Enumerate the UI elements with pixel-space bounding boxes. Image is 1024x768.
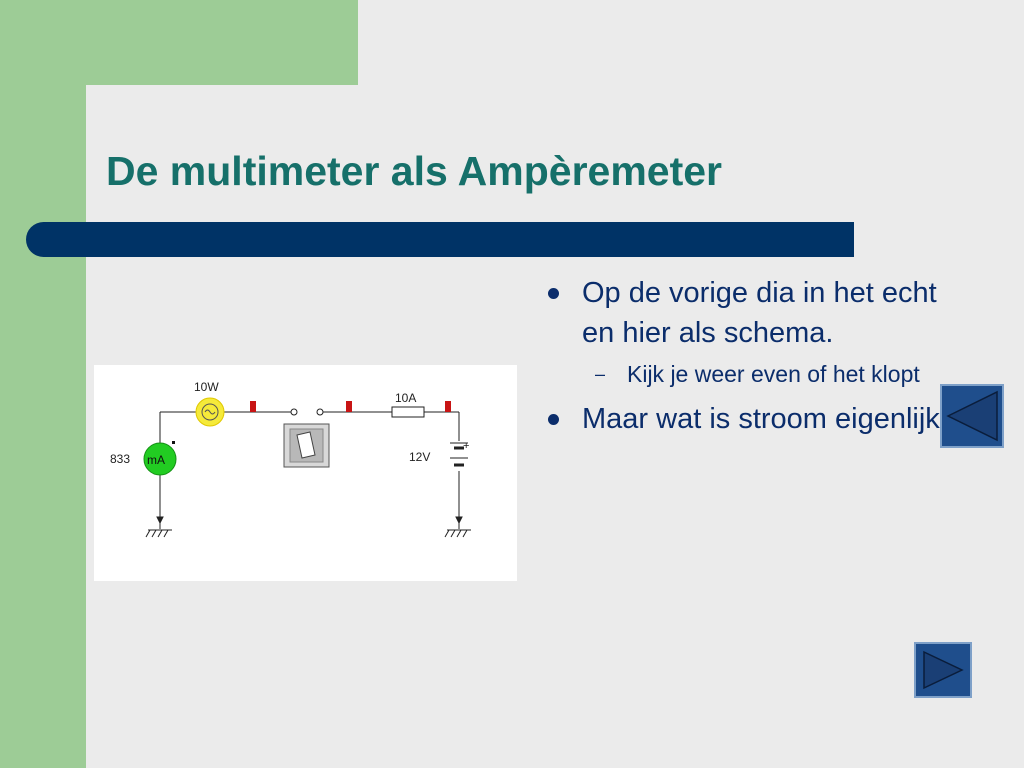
bullet-item <box>545 399 945 439</box>
decor-rounded-corner <box>86 85 126 125</box>
ground-icon <box>445 517 471 537</box>
lamp-symbol <box>196 398 224 426</box>
bullet-list <box>545 273 945 439</box>
circuit-diagram <box>94 365 517 581</box>
ammeter-reading: 833 <box>110 452 131 466</box>
terminal-marker <box>346 401 352 412</box>
switch-contacts <box>291 409 323 415</box>
previous-slide-button[interactable] <box>940 384 1004 448</box>
bullet-text: Op de vorige dia in het echt en hier als schema. <box>582 277 937 349</box>
bullet-item <box>545 273 945 353</box>
decor-green-strip <box>0 0 86 768</box>
sub-bullet-text: Kijk je weer even of het klopt <box>627 361 920 387</box>
dash-icon: – <box>595 364 606 384</box>
fuse-label: 10A <box>395 391 417 405</box>
bullet-dot-icon <box>548 288 559 299</box>
battery-label: 12V <box>409 450 431 464</box>
sub-bullet-item <box>545 357 945 391</box>
ammeter-unit: mA <box>147 453 165 467</box>
terminal-marker <box>250 401 256 412</box>
title-underline-bar <box>26 222 854 257</box>
bullet-text: Maar wat is stroom eigenlijk <box>582 403 940 435</box>
bullet-dot-icon <box>548 414 559 425</box>
slide-title: De multimeter als Ampèremeter <box>106 148 723 194</box>
terminal-marker <box>445 401 451 412</box>
battery-plus: + <box>463 440 470 452</box>
next-slide-button[interactable] <box>914 642 972 698</box>
fuse-symbol <box>392 407 424 417</box>
ground-icon <box>146 517 172 537</box>
triangle-left-icon <box>942 386 1002 446</box>
lamp-label: 10W <box>194 380 219 394</box>
triangle-right-icon <box>916 644 970 696</box>
toggle-switch <box>284 424 329 467</box>
